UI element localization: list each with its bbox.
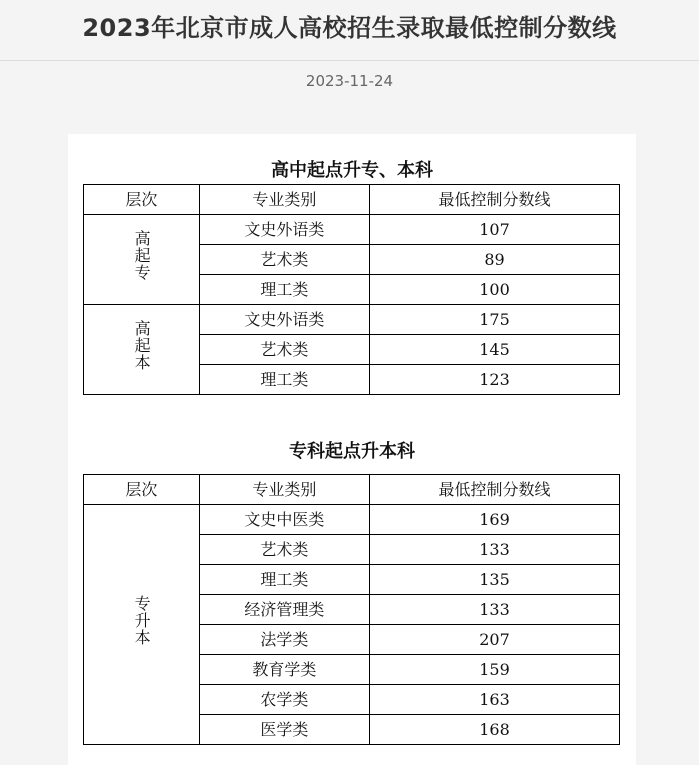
- score-cell: 100: [369, 275, 619, 305]
- table-header-row: [84, 475, 620, 505]
- category-cell: 教育学类: [199, 655, 369, 685]
- category-cell: 文史外语类: [199, 305, 369, 335]
- category-cell: 文史外语类: [199, 215, 369, 245]
- category-cell: 理工类: [199, 275, 369, 305]
- category-cell: 医学类: [199, 715, 369, 745]
- page-title: 2023年北京市成人高校招生录取最低控制分数线: [82, 14, 617, 42]
- category-cell: 理工类: [199, 565, 369, 595]
- level-cell: [84, 505, 200, 745]
- header-min-score: 最低控制分数线: [369, 475, 619, 505]
- table-row: [84, 305, 620, 335]
- header-level: 层次: [84, 475, 200, 505]
- header-level: 层次: [84, 185, 200, 215]
- level-label: 高起本: [132, 319, 152, 371]
- header-min-score: 最低控制分数线: [369, 185, 619, 215]
- category-cell: 农学类: [199, 685, 369, 715]
- table-header-row: [84, 185, 620, 215]
- article-body: [68, 134, 636, 765]
- section-title-college: 专科起点升本科: [289, 441, 415, 462]
- score-cell: 133: [369, 535, 619, 565]
- score-table-high-school: [83, 184, 620, 395]
- header-category: 专业类别: [199, 475, 369, 505]
- section-title-high-school: 高中起点升专、本科: [271, 160, 433, 181]
- score-cell: 159: [369, 655, 619, 685]
- score-table-college: [83, 474, 620, 745]
- score-cell: 207: [369, 625, 619, 655]
- score-cell: 107: [369, 215, 619, 245]
- category-cell: 经济管理类: [199, 595, 369, 625]
- score-cell: 169: [369, 505, 619, 535]
- category-cell: 艺术类: [199, 245, 369, 275]
- page-header: [0, 0, 699, 61]
- score-cell: 123: [369, 365, 619, 395]
- category-cell: 法学类: [199, 625, 369, 655]
- score-cell: 89: [369, 245, 619, 275]
- score-cell: 135: [369, 565, 619, 595]
- score-cell: 145: [369, 335, 619, 365]
- table-row: [84, 215, 620, 245]
- level-label: 专升本: [132, 594, 152, 646]
- category-cell: 文史中医类: [199, 505, 369, 535]
- category-cell: 艺术类: [199, 535, 369, 565]
- score-cell: 163: [369, 685, 619, 715]
- table-row: [84, 505, 620, 535]
- score-cell: 175: [369, 305, 619, 335]
- header-category: 专业类别: [199, 185, 369, 215]
- score-cell: 168: [369, 715, 619, 745]
- score-cell: 133: [369, 595, 619, 625]
- level-cell: [84, 305, 200, 395]
- publish-date: 2023-11-24: [305, 72, 394, 90]
- level-label: 高起专: [132, 229, 152, 281]
- category-cell: 理工类: [199, 365, 369, 395]
- category-cell: 艺术类: [199, 335, 369, 365]
- level-cell: [84, 215, 200, 305]
